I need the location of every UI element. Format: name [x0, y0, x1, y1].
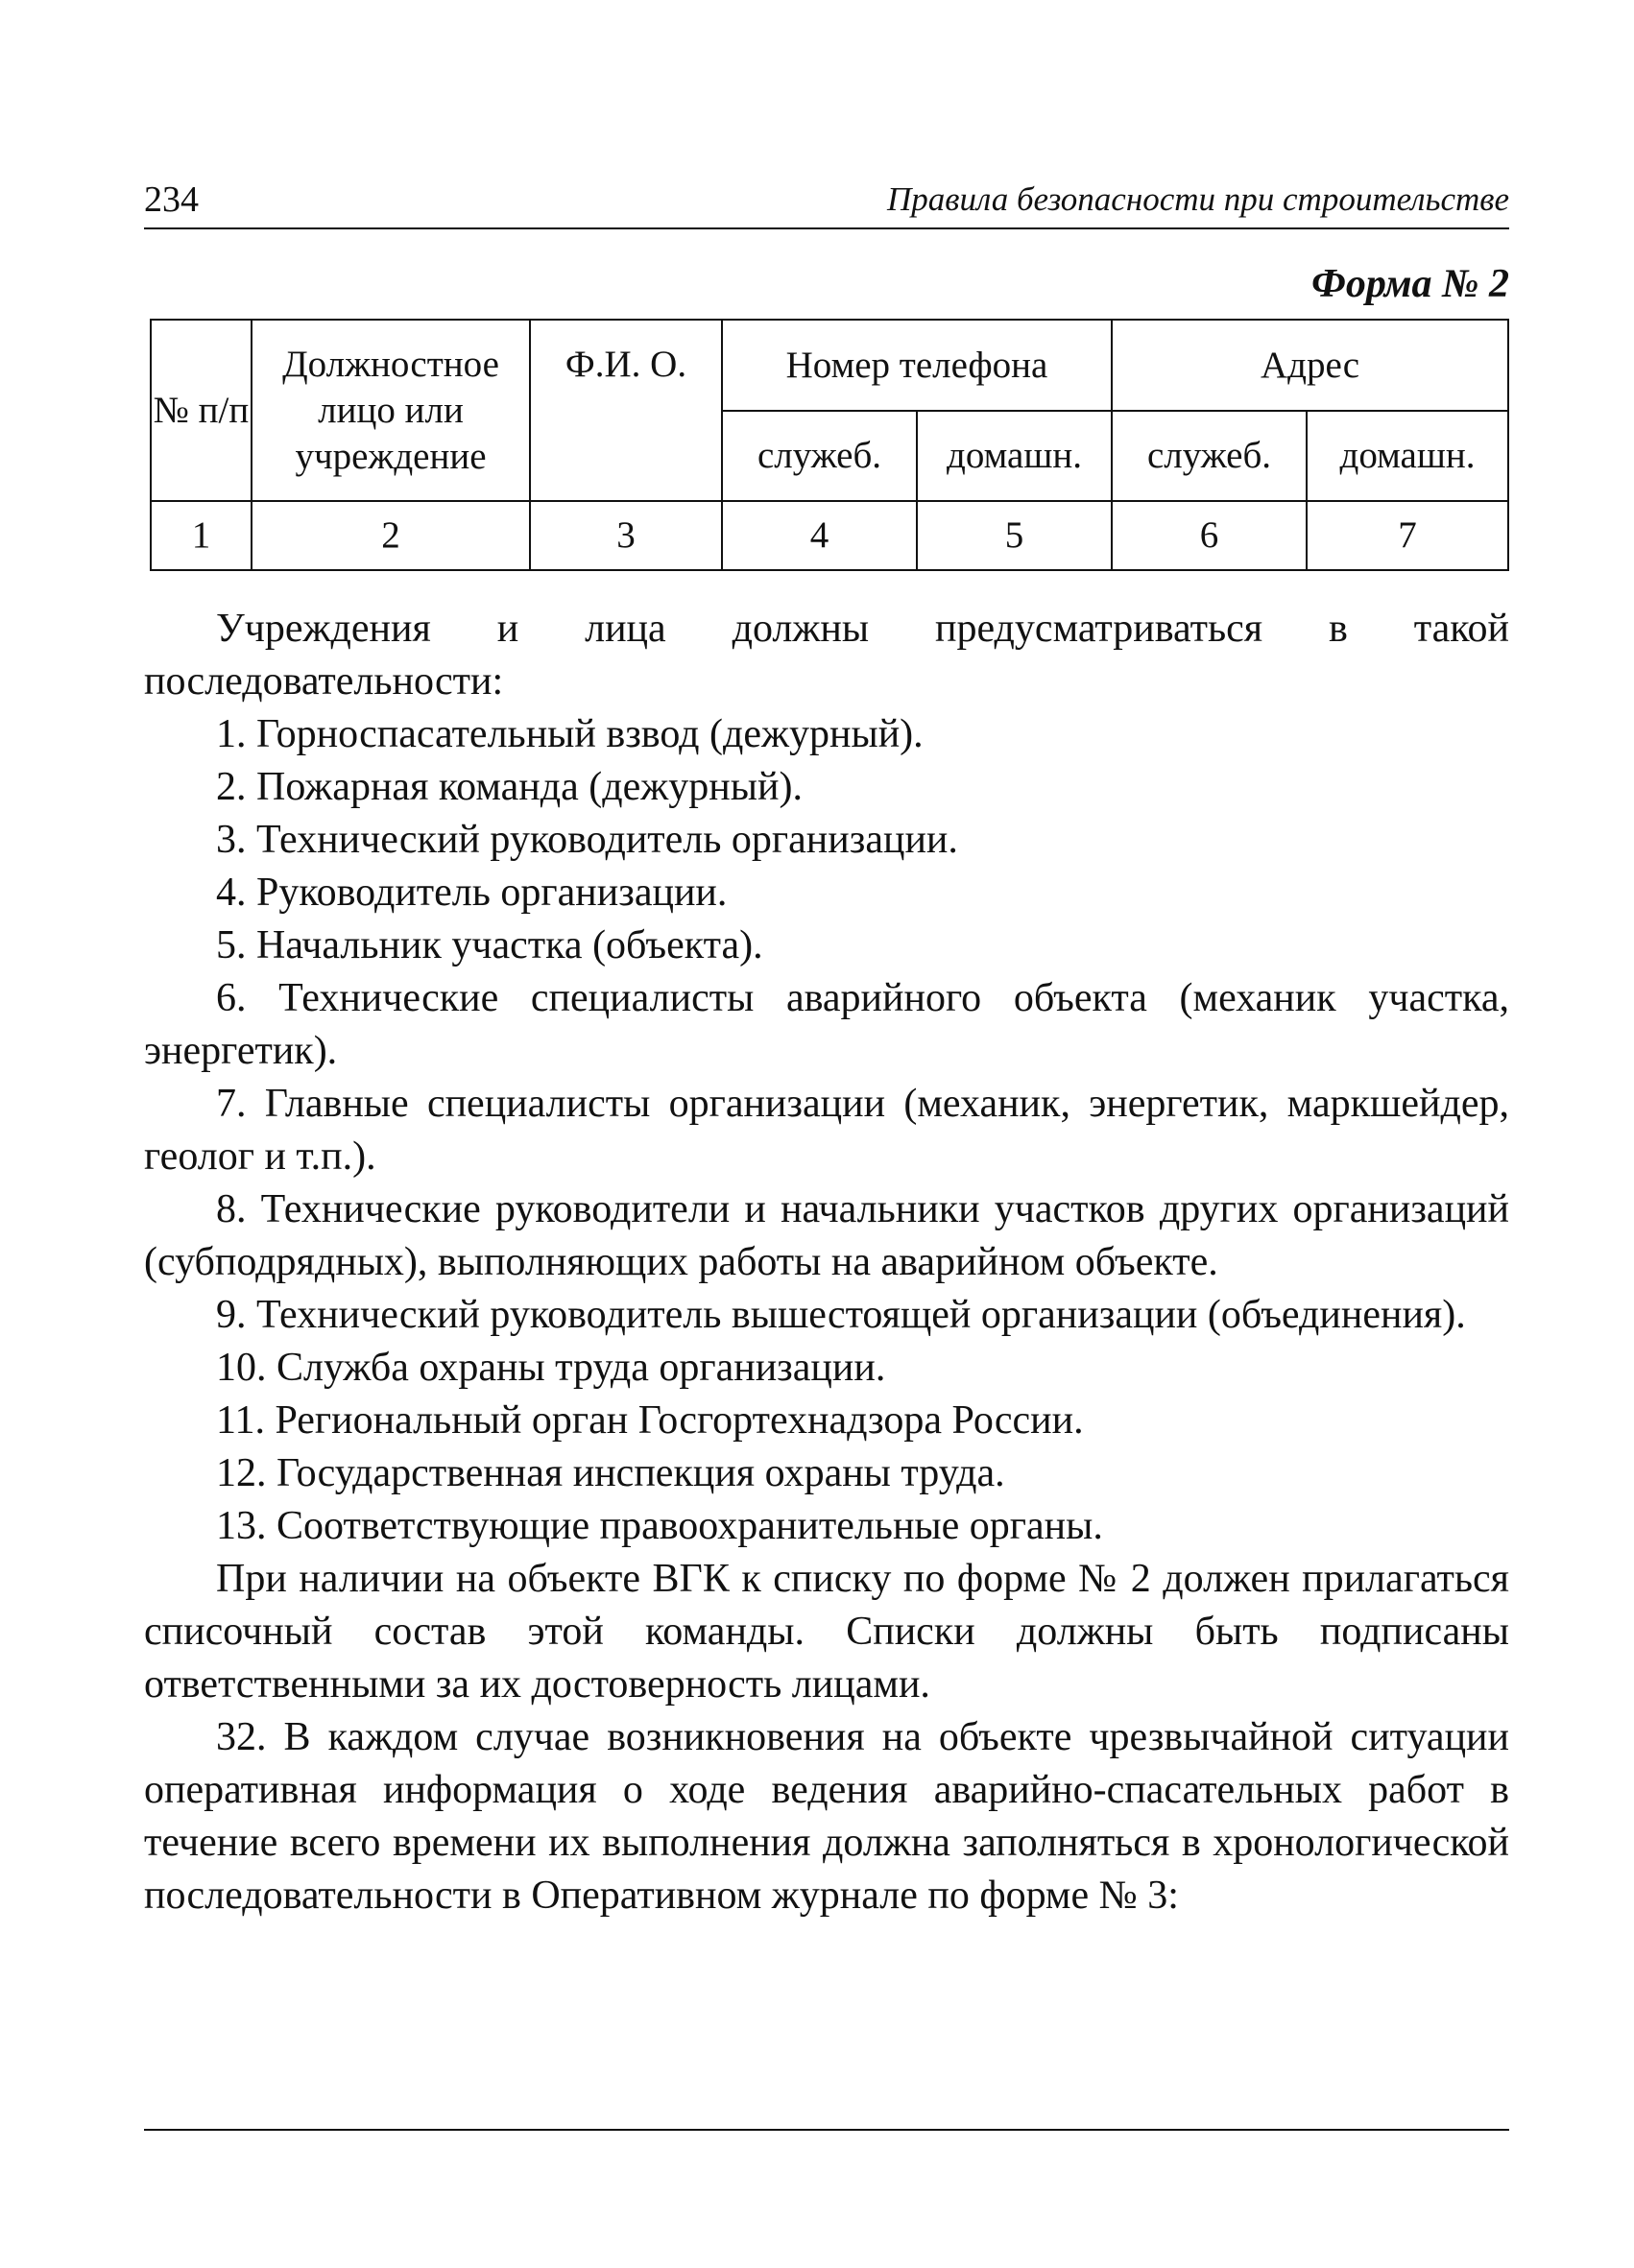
list-item: 3. Технический руководитель организации. [216, 818, 958, 862]
column-number-cell: 4 [722, 501, 917, 570]
list-item: 4. Руководитель организации. [216, 871, 728, 915]
column-number-cell: 7 [1307, 501, 1508, 570]
list-item: 13. Соответствующие правоохранительные органы. [216, 1504, 1103, 1548]
list-item: 8. Технические руководители и начальники участков других организаций (субподрядных), выполняющих работы на аварийном объекте. [144, 1187, 1509, 1284]
list-item: 5. Начальник участка (объекта). [216, 923, 763, 967]
list-item: 12. Государственная инспекция охраны труда. [216, 1451, 1005, 1495]
intro-paragraph: Учреждения и лица должны предусматриваться в такой последовательности: [144, 607, 1509, 704]
column-number-row [151, 501, 1508, 570]
list-item: 1. Горноспасательный взвод (дежурный). [216, 712, 924, 756]
column-header-number: № п/п [151, 320, 252, 501]
form-label: Форма № 2 [1311, 262, 1509, 306]
column-number-cell: 6 [1112, 501, 1307, 570]
column-number-cell: 3 [530, 501, 722, 570]
column-number-cell: 2 [252, 501, 530, 570]
list-item: 11. Региональный орган Госгортехнадзора России. [216, 1398, 1084, 1443]
list-item: 9. Технический руководитель вышестоящей организации (объединения). [216, 1293, 1466, 1337]
column-header-address-work: служеб. [1112, 411, 1307, 501]
list-item: 2. Пожарная команда (дежурный). [216, 765, 803, 809]
column-header-phone: Номер телефона [722, 320, 1112, 411]
list-item: 10. Служба охраны труда организации. [216, 1346, 886, 1390]
column-header-address: Адрес [1112, 320, 1508, 411]
column-number-cell: 5 [917, 501, 1112, 570]
column-header-fio: Ф.И. О. [530, 320, 722, 501]
column-header-phone-home: домашн. [917, 411, 1112, 501]
form-table [150, 319, 1509, 571]
vgk-paragraph: При наличии на объекте ВГК к списку по форме № 2 должен прилагаться списочный состав этой команды. Списки должны быть подписаны ответственными за их достоверность лицами. [144, 1557, 1509, 1707]
clause-32-paragraph: 32. В каждом случае возникновения на объекте чрезвычайной ситуации оперативная информация о ходе ведения аварийно-спасательных работ в течение всего времени их выполнения должна заполняться в хронологической последовательности в Оперативном журнале по форме № 3: [144, 1715, 1509, 1918]
list-item: 6. Технические специалисты аварийного объекта (механик участка, энергетик). [144, 976, 1509, 1073]
header-rule [144, 227, 1509, 229]
footer-rule [144, 2129, 1509, 2131]
body-text [144, 603, 1509, 1922]
column-header-official: Должностное лицо или учреждение [252, 320, 530, 501]
page-number: 234 [144, 179, 199, 220]
running-title: Правила безопасности при строительстве [887, 180, 1509, 218]
column-number-cell: 1 [151, 501, 252, 570]
list-item: 7. Главные специалисты организации (механик, энергетик, маркшейдер, геолог и т.п.). [144, 1082, 1509, 1179]
column-header-phone-work: служеб. [722, 411, 917, 501]
column-header-address-home: домашн. [1307, 411, 1508, 501]
